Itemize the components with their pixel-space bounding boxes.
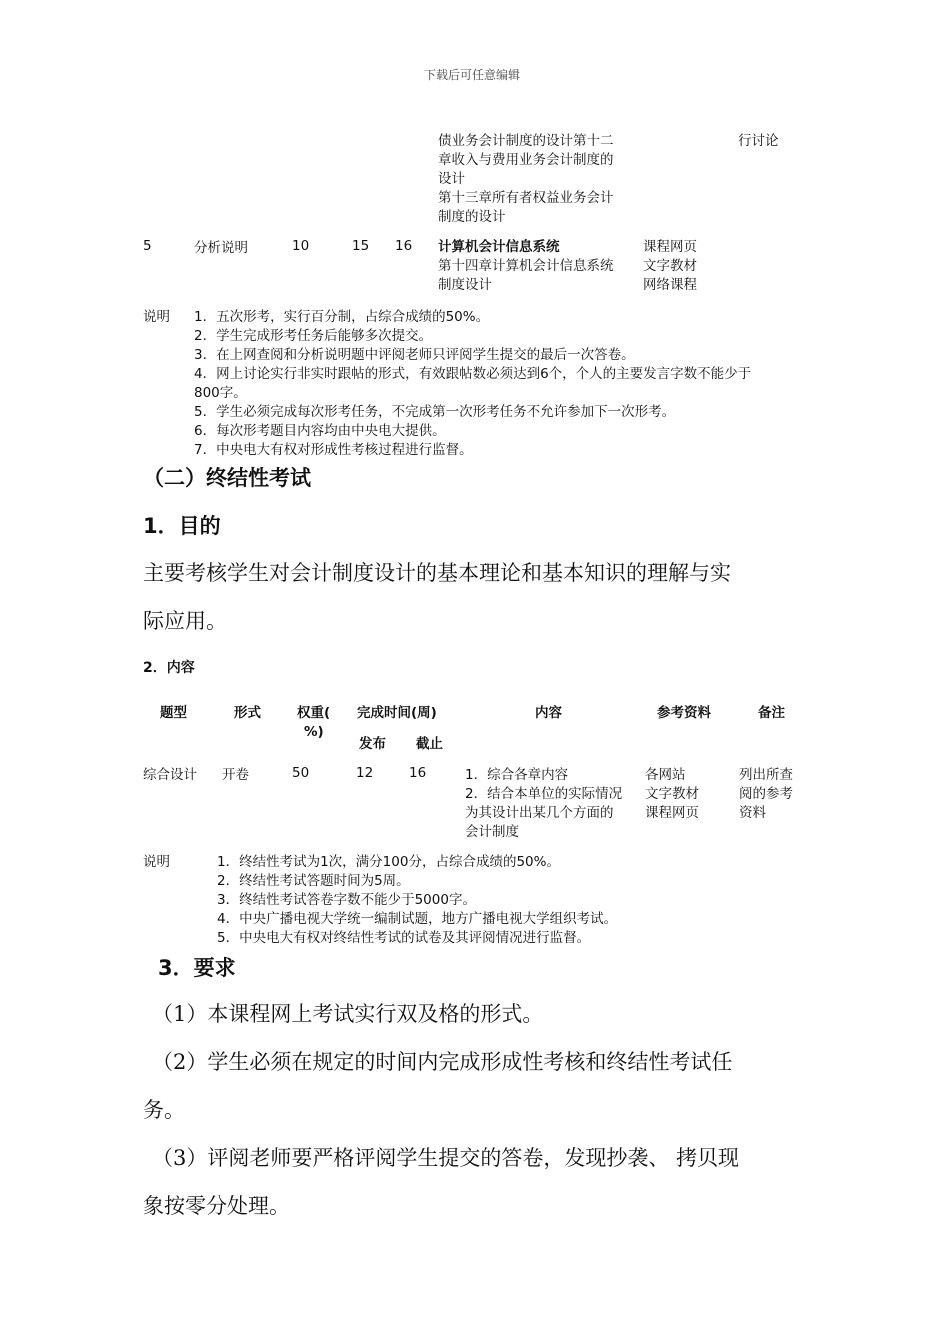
td-note	[739, 766, 793, 823]
note-line: 列出所查	[739, 767, 793, 783]
notes-label: 说明	[143, 854, 170, 870]
th-type: 题型	[160, 705, 187, 721]
td-form: 开卷	[222, 767, 249, 783]
td-deadline: 16	[409, 765, 427, 781]
subsection-title-requirements: 3．要求	[158, 956, 236, 980]
paragraph-line: 际应用。	[143, 609, 227, 633]
section-title: （二）终结性考试	[143, 466, 311, 490]
content-line: 2．结合本单位的实际情况	[465, 786, 623, 802]
table-cell-deadline: 16	[395, 238, 413, 254]
content-line: 章收入与费用业务会计制度的	[438, 152, 614, 168]
page-header: 下载后可任意编辑	[424, 68, 521, 82]
content-line: 会计制度	[465, 824, 519, 840]
note-item: 3．在上网查阅和分析说明题中评阅老师只评阅学生提交的最后一次答卷。	[194, 347, 635, 363]
content-line: 制度的设计	[438, 209, 506, 225]
notes-list	[194, 308, 751, 460]
td-publish: 12	[356, 765, 374, 781]
note-item: 2．终结性考试答题时间为5周。	[217, 873, 410, 889]
content-line: 第十四章计算机会计信息系统	[438, 258, 614, 274]
ref-item: 课程网页	[643, 239, 697, 255]
content-line: 为其设计出某几个方面的	[465, 805, 614, 821]
requirement-line: 务。	[143, 1098, 185, 1122]
content-title: 计算机会计信息系统	[438, 239, 560, 255]
th-refs: 参考资料	[657, 705, 711, 721]
note-item: 4．中央广播电视大学统一编制试题，地方广播电视大学组织考试。	[217, 911, 618, 927]
note-item: 5．中央电大有权对终结性考试的试卷及其评阅情况进行监督。	[217, 930, 591, 946]
table-cell-no: 5	[143, 238, 152, 254]
td-content	[465, 766, 622, 842]
th-content: 内容	[535, 705, 562, 721]
requirement-line: 象按零分处理。	[143, 1194, 290, 1218]
th-publish: 发布	[359, 736, 386, 752]
note-item: 5．学生必须完成每次形考任务，不完成第一次形考任务不允许参加下一次形考。	[194, 404, 676, 420]
notes-label: 说明	[143, 309, 170, 325]
paragraph-line: 主要考核学生对会计制度设计的基本理论和基本知识的理解与实	[143, 561, 731, 585]
th-form: 形式	[234, 705, 261, 721]
ref-item: 文字教材	[643, 258, 697, 274]
notes-list	[217, 853, 617, 948]
content-line: 设计	[438, 171, 465, 187]
note-item: 1．五次形考，实行百分制，占综合成绩的50%。	[194, 309, 490, 325]
table-cell-refs	[643, 238, 697, 295]
ref-item: 各网站	[645, 767, 686, 783]
th-weight	[297, 704, 330, 742]
note-item: 1．终结性考试为1次，满分100分，占综合成绩的50%。	[217, 854, 560, 870]
th-time: 完成时间(周)	[357, 705, 437, 721]
requirement-line: （3）评阅老师要严格评阅学生提交的答卷，发现抄袭、 拷贝现	[152, 1146, 740, 1170]
th-weight-line: %)	[304, 724, 324, 740]
subsection-title-content: 2．内容	[143, 660, 195, 676]
note-item: 3．终结性考试答卷字数不能少于5000字。	[217, 892, 476, 908]
th-note: 备注	[758, 705, 785, 721]
requirement-line: （2）学生必须在规定的时间内完成形成性考核和终结性考试任	[152, 1050, 733, 1074]
note-item: 4．网上讨论实行非实时跟帖的形式，有效跟帖数必须达到6个，个人的主要发言字数不能少于	[194, 366, 752, 382]
th-deadline: 截止	[416, 736, 443, 752]
td-type: 综合设计	[143, 767, 197, 783]
requirement-line: （1）本课程网上考试实行双及格的形式。	[152, 1002, 544, 1026]
content-line: 1．综合各章内容	[465, 767, 569, 783]
table-cell-weight: 10	[292, 238, 310, 254]
note-item: 2．学生完成形考任务后能够多次提交。	[194, 328, 433, 344]
table-cell-form: 分析说明	[194, 240, 248, 256]
ref-item: 课程网页	[645, 805, 699, 821]
table-cell-content	[438, 238, 614, 295]
th-weight-line: 权重(	[297, 705, 331, 721]
ref-item: 文字教材	[645, 786, 699, 802]
content-line: 第十三章所有者权益业务会计	[438, 190, 614, 206]
note-item: 800字。	[194, 385, 247, 401]
content-line: 债业务会计制度的设计第十二	[438, 133, 614, 149]
table-cell-content-continued	[438, 132, 614, 227]
content-line: 制度设计	[438, 277, 492, 293]
td-refs	[645, 766, 699, 823]
note-line: 资料	[739, 805, 766, 821]
td-weight: 50	[292, 765, 310, 781]
subsection-title-purpose: 1．目的	[143, 514, 221, 538]
table-cell-publish: 15	[352, 238, 370, 254]
note-item: 6．每次形考题目内容均由中央电大提供。	[194, 423, 446, 439]
ref-item: 网络课程	[643, 277, 697, 293]
table-cell-note: 行讨论	[738, 133, 779, 149]
note-item: 7．中央电大有权对形成性考核过程进行监督。	[194, 442, 473, 458]
note-line: 阅的参考	[739, 786, 793, 802]
